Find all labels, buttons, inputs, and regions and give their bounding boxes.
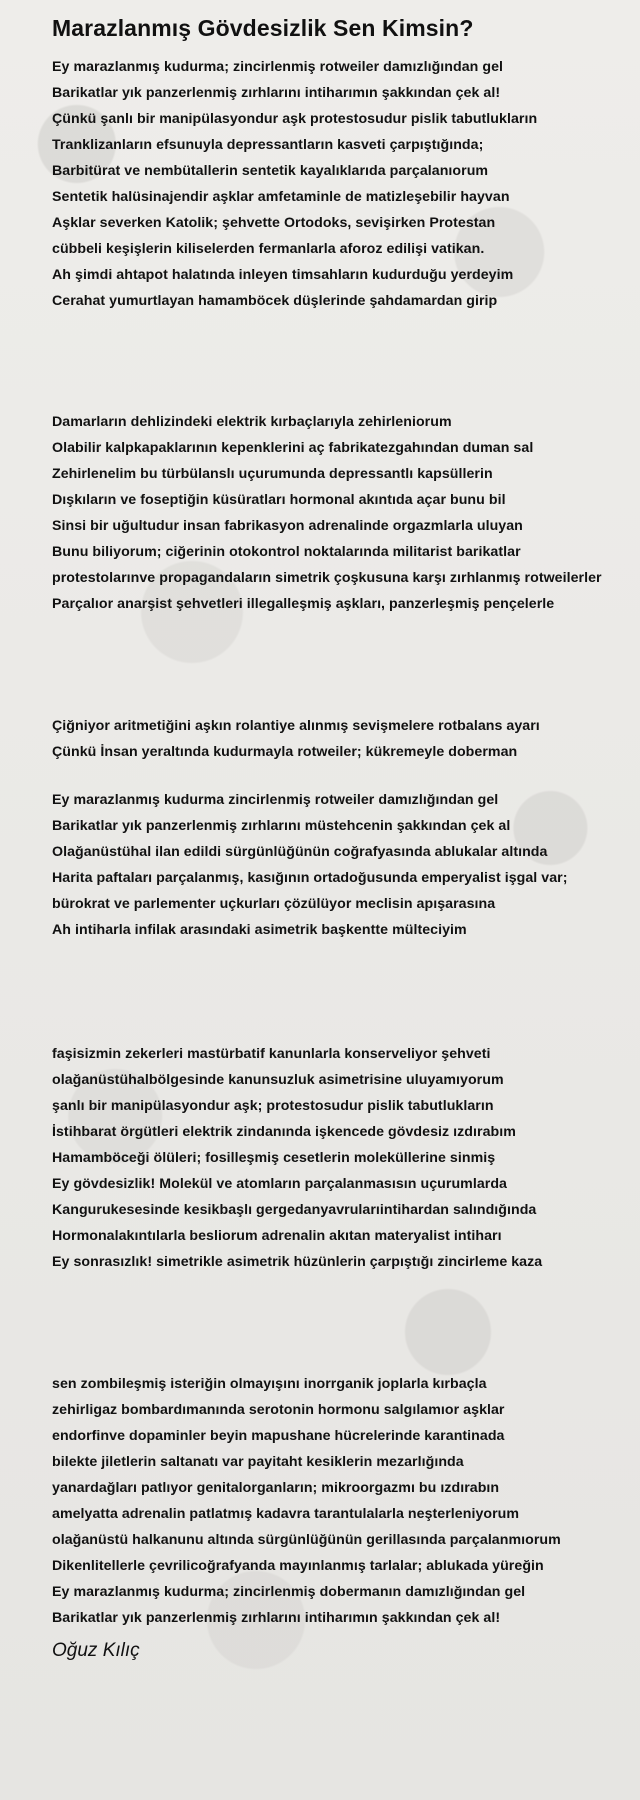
poem-line: Barikatlar yık panzerlenmiş zırhlarını intiharımın şakkından çek al! bbox=[52, 1610, 501, 1626]
poem-line: Ey sonrasızlık! simetrikle asimetrik hüzünlerin çarpıştığı zincirleme kaza bbox=[52, 1254, 543, 1270]
poem-line: zehirligaz bombardımanında serotonin hormonu salgılamıor aşklar bbox=[52, 1402, 505, 1418]
poem-line: protestolarınve propagandaların simetrik çoşkusuna karşı zırhlanmış rotweilerler bbox=[52, 570, 602, 586]
stanza-4 bbox=[52, 787, 624, 943]
poem-line: Barbitürat ve nembütallerin sentetik kayalıklarıda parçalanıorum bbox=[52, 163, 489, 179]
poem-line: olağanüstühalbölgesinde kanunsuzluk asimetrisine uluyamıyorum bbox=[52, 1072, 504, 1088]
poem-line: Ey marazlanmış kudurma zincirlenmiş rotweiler damızlığından gel bbox=[52, 792, 499, 808]
poem-line: yanardağları patlıyor genitalorganların; mikroorgazmı bu ızdırabın bbox=[52, 1480, 500, 1496]
poem-line: İstihbarat örgütleri elektrik zindanında işkencede gövdesiz ızdırabım bbox=[52, 1124, 516, 1140]
poem-line: Sentetik halüsinajendir aşklar amfetaminle de matizleşebilir hayvan bbox=[52, 189, 510, 205]
stanza-6 bbox=[52, 1371, 624, 1631]
poem-line: Dışkıların ve foseptiğin küsüratları hormonal akıntıda açar bunu bil bbox=[52, 492, 506, 508]
poem-line: cübbeli keşişlerin kiliselerden fermanlarla aforoz edilişi vatikan. bbox=[52, 241, 485, 257]
stanza-5 bbox=[52, 1041, 624, 1275]
poem-line: şanlı bir manipülasyondur aşk; protestosudur pislik tabutlukların bbox=[52, 1098, 494, 1114]
poem-line: Damarların dehlizindeki elektrik kırbaçlarıyla zehirleniorum bbox=[52, 414, 452, 430]
poem-line: Bunu biliyorum; ciğerinin otokontrol noktalarında militarist barikatlar bbox=[52, 544, 521, 560]
poem-line: Barikatlar yık panzerlenmiş zırhlarını müstehcenin şakkından çek al bbox=[52, 818, 511, 834]
poem-line: Çünkü şanlı bir manipülasyondur aşk protestosudur pislik tabutlukların bbox=[52, 111, 538, 127]
poem-line: Harita paftaları parçalanmış, kasığının ortadoğusunda emperyalist işgal var; bbox=[52, 870, 568, 886]
poem-line: Hamamböceği ölüleri; fosilleşmiş cesetlerin moleküllerine sinmiş bbox=[52, 1150, 496, 1166]
poem-line: Çünkü İnsan yeraltında kudurmayla rotweiler; kükremeyle doberman bbox=[52, 744, 518, 760]
poem-line: olağanüstü halkanunu altında sürgünlüğünün gerillasında parçalanmıorum bbox=[52, 1532, 561, 1548]
poem-line: faşisizmin zekerleri mastürbatif kanunlarla konserveliyor şehveti bbox=[52, 1046, 491, 1062]
author-name: Oğuz Kılıç bbox=[52, 1640, 140, 1661]
poem-line: Çiğniyor aritmetiğini aşkın rolantiye alınmış sevişmelere rotbalans ayarı bbox=[52, 718, 540, 734]
poem-line: Ey marazlanmış kudurma; zincirlenmiş rotweiler damızlığından gel bbox=[52, 59, 504, 75]
poem-line: Parçalıor anarşist şehvetleri illegalleşmiş aşkları, panzerleşmiş pençelerle bbox=[52, 596, 555, 612]
poem-line: bürokrat ve parlementer uçkurları çözülüyor meclisin apışarasına bbox=[52, 896, 496, 912]
stanza-2 bbox=[52, 409, 624, 617]
poem-line: Ah şimdi ahtapot halatında inleyen timsahların kudurduğu yerdeyim bbox=[52, 267, 514, 283]
poem-line: Hormonalakıntılarla besliorum adrenalin akıtan materyalist intiharı bbox=[52, 1228, 502, 1244]
poem-line: Aşklar severken Katolik; şehvette Ortodoks, sevişirken Protestan bbox=[52, 215, 496, 231]
poem-line: Barikatlar yık panzerlenmiş zırhlarını intiharımın şakkından çek al! bbox=[52, 85, 501, 101]
poem-line: Olağanüstühal ilan edildi sürgünlüğünün coğrafyasında ablukalar altında bbox=[52, 844, 548, 860]
poem-line: Olabilir kalpkapaklarının kepenklerini aç fabrikatezgahından duman sal bbox=[52, 440, 534, 456]
poem-line: Zehirlenelim bu türbülanslı uçurumunda depressantlı kapsüllerin bbox=[52, 466, 493, 482]
poem-line: Sinsi bir uğultudur insan fabrikasyon adrenalinde orgazmlarla uluyan bbox=[52, 518, 523, 534]
poem-line: Ey marazlanmış kudurma; zincirlenmiş dobermanın damızlığından gel bbox=[52, 1584, 526, 1600]
poem-line: Tranklizanların efsunuyla depressantların kasveti çarpıştığında; bbox=[52, 137, 484, 153]
poem-title: Marazlanmış Gövdesizlik Sen Kimsin? bbox=[52, 15, 474, 41]
poem-line: Cerahat yumurtlayan hamamböcek düşlerinde şahdamardan girip bbox=[52, 293, 498, 309]
poem-line: Dikenlitellerle çevrilicoğrafyanda mayınlanmış tarlalar; ablukada yüreğin bbox=[52, 1558, 544, 1574]
poem-line: Ah intiharla infilak arasındaki asimetrik başkentte mülteciyim bbox=[52, 922, 467, 938]
poem-line: Ey gövdesizlik! Molekül ve atomların parçalanmasısın uçurumlarda bbox=[52, 1176, 507, 1192]
poem-line: endorfinve dopaminler beyin mapushane hücrelerinde karantinada bbox=[52, 1428, 505, 1444]
stanza-3 bbox=[52, 713, 624, 765]
stanza-1 bbox=[52, 54, 624, 314]
poem-line: amelyatta adrenalin patlatmış kadavra tarantulalarla neşterleniyorum bbox=[52, 1506, 520, 1522]
poem-line: bilekte jiletlerin saltanatı var payitaht kesiklerin mezarlığında bbox=[52, 1454, 464, 1470]
poem-line: sen zombileşmiş isteriğin olmayışını inorrganik joplarla kırbaçla bbox=[52, 1376, 487, 1392]
poem-line: Kangurukesesinde kesikbaşlı gergedanyavrularıintihardan salındığında bbox=[52, 1202, 537, 1218]
